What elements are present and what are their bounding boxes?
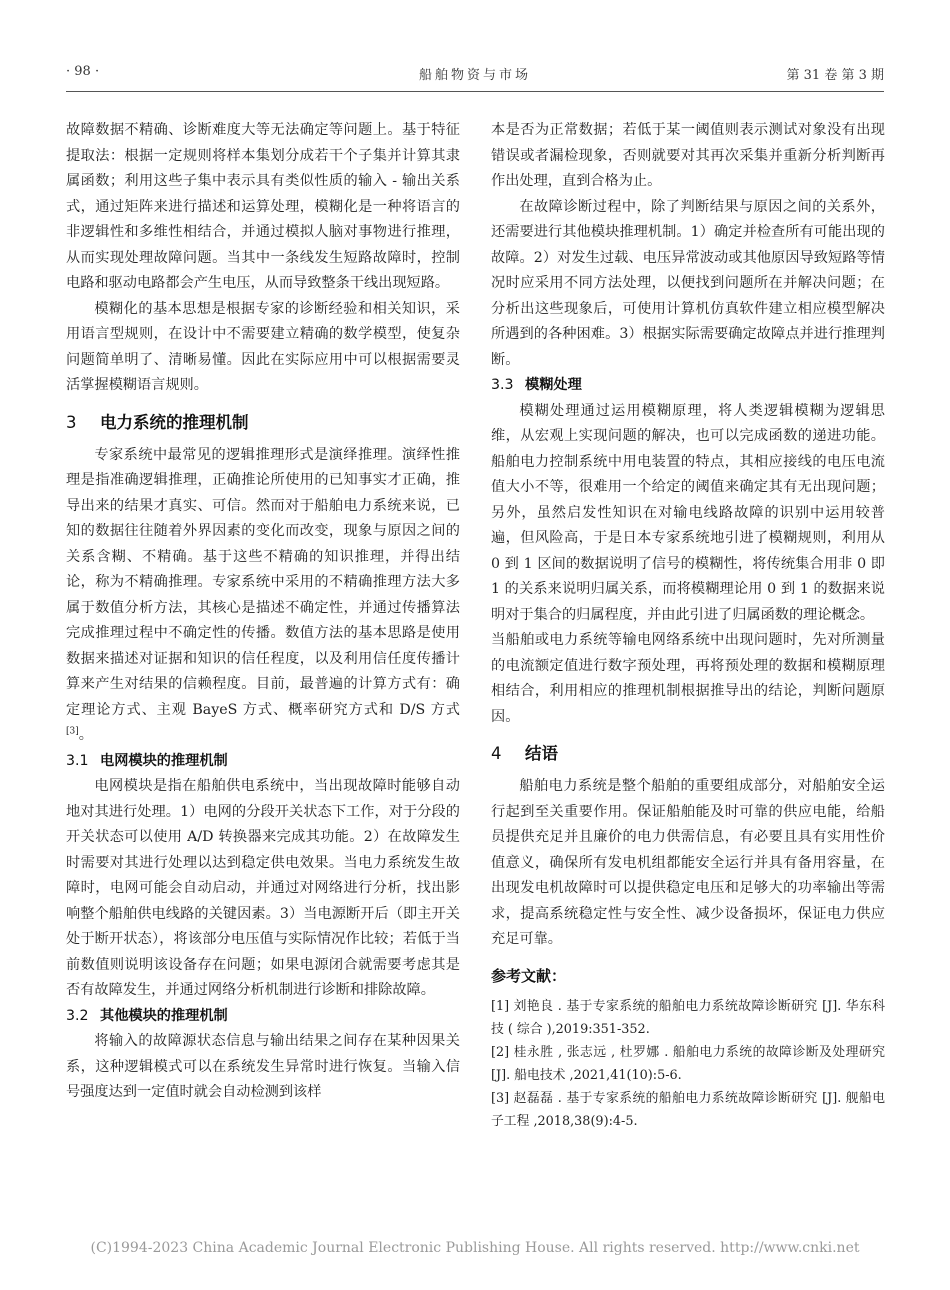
paragraph: 本是否为正常数据；若低于某一阈值则表示测试对象没有出现错误或者漏检现象，否则就要对其再次采集并重新分析判断再作出处理，直到合格为止。 [491, 122, 885, 189]
copyright-footer: (C)1994-2023 China Academic Journal Electronic Publishing House. All rights reserved. http://www.cnki.net [90, 1240, 860, 1256]
header-rule [66, 91, 884, 92]
journal-name: 船舶物资与市场 [418, 68, 531, 83]
paragraph: 电网模块是指在船舶供电系统中，当出现故障时能够自动地对其进行处理。1）电网的分段开关状态下工作，对于分段的开关状态可以使用 A/D 转换器来完成其功能。2）在故障发生时需要对其进行处理以达到稳定供电效果。当电力系统发生故障时，电网可能会自动启动，并通过对网络进行分析，找出影响整个船舶供电线路的关键因素。3）当电源断开后（即主开关处于断开状态），将该部分电压值与实际情况作比较；若低于当前数值则说明该设备存在问题；如果电源闭合就需要考虑其是否有故障发生，并通过网络分析机制进行诊断和排除故障。 [66, 778, 460, 998]
paragraph: 模糊化的基本思想是根据专家的诊断经验和相关知识，采用语言型规则，在设计中不需要建立精确的数学模型，使复杂问题简单明了、清晰易懂。因此在实际应用中可以根据需要灵活掌握模糊语言规则。 [66, 300, 460, 393]
paragraph: 专家系统中最常见的逻辑推理形式是演绎推理。演绎性推理是指准确逻辑推理，正确推论所使用的已知事实才正确，推导出来的结果才真实、可信。然而对于船舶电力系统来说，已知的数据往往随着外界因素的变化而改变，现象与原因之间的关系含糊、不精确。基于这些不精确的知识推理，并得出结论，称为不精确推理。专家系统中采用的不精确推理方法大多属于数值分析方法，其核心是描述不确定性，并通过传播算法完成推理过程中不确定性的传播。数值方法的基本思路是使用数据来描述对证据和知识的信任程度，以及利用信任度传播计算来产生对结果的信赖程度。目前，最普遍的计算方式有：确定理论方式、主观 BayeS 方式、概率研究方式和 D/S 方式[3]。 [66, 446, 460, 743]
paragraph: 在故障诊断过程中，除了判断结果与原因之间的关系外，还需要进行其他模块推理机制。1）确定并检查所有可能出现的故障。2）对发生过载、电压异常波动或其他原因导致短路等情况时应采用不同方法处理，以便找到问题所在并解决问题；在分析出这些现象后，可使用计算机仿真软件建立相应模型解决所遇到的各种困难。3）根据实际需要确定故障点并进行推理判断。 [491, 198, 885, 368]
paragraph: 故障数据不精确、诊断难度大等无法确定等问题上。基于特征提取法：根据一定规则将样本集划分成若干个子集并计算其隶属函数；利用这些子集中表示具有类似性质的输入 - 输出关系式，通过矩阵来进行描述和运算处理，模糊化是一种将语言的非逻辑性和多维性相结合，并通过模拟人脑对事物进行推理，从而实现处理故障问题。当其中一条线发生短路故障时，控制电路和驱动电路都会产生电压，从而导致整条干线出现短路。 [66, 122, 460, 291]
citation-ref: [3] [66, 726, 79, 737]
volume-issue: 第 31 卷 第 3 期 [786, 68, 884, 83]
subsection-number: 3.3 [491, 377, 514, 393]
section-heading-4 [491, 741, 885, 767]
paragraph: 当船舶或电力系统等输电网络系统中出现问题时，先对所测量的电流额定值进行数字预处理，再将预处理的数据和模糊原理相结合，利用相应的推理机制根据推导出的结论，判断问题原因。 [491, 632, 885, 725]
running-header [66, 56, 884, 82]
subsection-title: 模糊处理 [525, 377, 582, 393]
reference-item: [1] 刘艳良 . 基于专家系统的船舶电力系统故障诊断研究 [J]. 华东科技 ( 综合 ),2019:351-352. [491, 998, 885, 1037]
subsection-number: 3.1 [66, 752, 89, 769]
subsection-number: 3.2 [66, 1007, 89, 1024]
references-heading: 参考文献： [491, 966, 567, 985]
reference-item: [2] 桂永胜 , 张志远 , 杜罗娜 . 船舶电力系统的故障诊断及处理研究 [J]. 船电技术 ,2021,41(10):5-6. [491, 1044, 885, 1083]
paragraph: 将输入的故障源状态信息与输出结果之间存在某种因果关系，这种逻辑模式可以在系统发生异常时进行恢复。当输入信号强度达到一定值时就会自动检测到该样 [66, 1033, 460, 1100]
section-title: 电力系统的推理机制 [100, 412, 249, 432]
left-column [66, 118, 460, 1106]
subsection-title: 其他模块的推理机制 [100, 1007, 228, 1024]
section-title: 结语 [525, 744, 558, 763]
section-number: 3 [66, 412, 77, 432]
paragraph: 模糊处理通过运用模糊原理，将人类逻辑模糊为逻辑思维，从宏观上实现问题的解决，也可以完成函数的递进功能。船舶电力控制系统中用电装置的特点，其相应接线的电压电流值大小不等，很难用一个给定的阈值来确定其有无出现问题；另外，虽然启发性知识在对输电线路故障的识别中运用较普遍，但风险高，于是日本专家系统地引进了模糊规则，利用从 0 到 1 区间的数据说明了信号的模糊性，将传统集合用非 0 即 1 的关系来说明归属关系，而将模糊理论用 0 到 1 的数据来说明对于集合的归属程度，并由此引进了归属函数的理论概念。 [491, 402, 885, 623]
reference-item: [3] 赵磊磊 . 基于专家系统的船舶电力系统故障诊断研究 [J]. 舰船电子工程 ,2018,38(9):4-5. [491, 1090, 885, 1129]
page-number: · 98 · [66, 64, 100, 79]
section-number: 4 [491, 744, 502, 763]
paragraph: 船舶电力系统是整个船舶的重要组成部分，对船舶安全运行起到至关重要作用。保证船舶能及时可靠的供应电能，给船员提供充足并且廉价的电力供需信息，有必要且具有实用性价值意义，确保所有发电机组都能安全运行并具有备用容量，在出现发电机故障时可以提供稳定电压和足够大的功率输出等需求，提高系统稳定性与安全性、减少设备损坏，保证电力供应充足可靠。 [491, 778, 885, 947]
subsection-heading-3-1 [66, 749, 460, 775]
subsection-heading-3-2 [66, 1004, 460, 1030]
subsection-title: 电网模块的推理机制 [100, 752, 228, 769]
right-column [491, 118, 885, 1133]
subsection-heading-3-3 [491, 373, 885, 399]
section-heading-3 [66, 410, 460, 436]
